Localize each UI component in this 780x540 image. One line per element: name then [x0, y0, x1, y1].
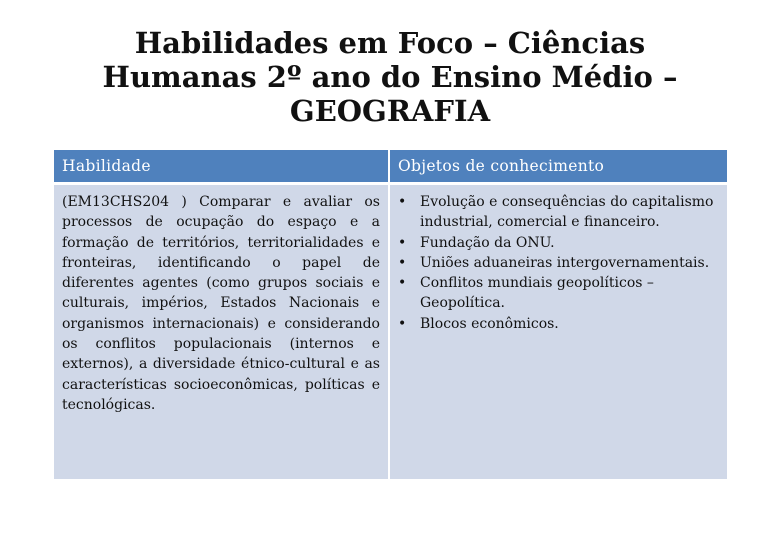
header-habilidade: Habilidade — [54, 150, 389, 184]
skills-table — [54, 150, 727, 479]
list-item — [398, 233, 719, 253]
list-item-text: Blocos econômicos. — [420, 315, 559, 332]
bullet-icon: • — [398, 275, 407, 292]
list-item — [398, 273, 719, 314]
bullet-icon: • — [398, 234, 407, 251]
page-title — [60, 26, 720, 128]
table-header-row — [54, 150, 727, 184]
list-item-text: Evolução e consequências do capitalismo industrial, comercial e financeiro. — [420, 194, 714, 231]
list-item-text: Fundação da ONU. — [420, 234, 555, 251]
knowledge-objects-cell — [389, 184, 727, 480]
bullet-icon: • — [398, 194, 407, 210]
knowledge-objects-list — [398, 192, 719, 334]
title-line-2: Humanas 2º ano do Ensino Médio – — [102, 60, 678, 94]
list-item — [398, 253, 719, 273]
list-item — [398, 192, 719, 233]
list-item-text: Conflitos mundiais geopolíticos – Geopolítica. — [420, 275, 654, 312]
bullet-icon: • — [398, 315, 407, 332]
header-objetos-de-conhecimento: Objetos de conhecimento — [389, 150, 727, 184]
list-item — [398, 314, 719, 334]
bullet-icon: • — [398, 254, 407, 271]
title-line-3: GEOGRAFIA — [289, 94, 491, 128]
skill-description: (EM13CHS204 ) Comparar e avaliar os processos de ocupação do espaço e a formação de territórios, territorialidades e fronteiras, identificando o papel de diferentes agentes (como grupos sociais e culturais, impérios, Estados Nacionais e organismos internacionais) e considerando os conflitos populacionais (internos e externos), a diversidade étnico-cultural e as características socioeconômicas, políticas e tecnológicas. — [54, 184, 389, 480]
list-item-text: Uniões aduaneiras intergovernamentais. — [420, 254, 710, 271]
title-line-1: Habilidades em Foco – Ciências — [134, 26, 646, 60]
table-row — [54, 184, 727, 480]
